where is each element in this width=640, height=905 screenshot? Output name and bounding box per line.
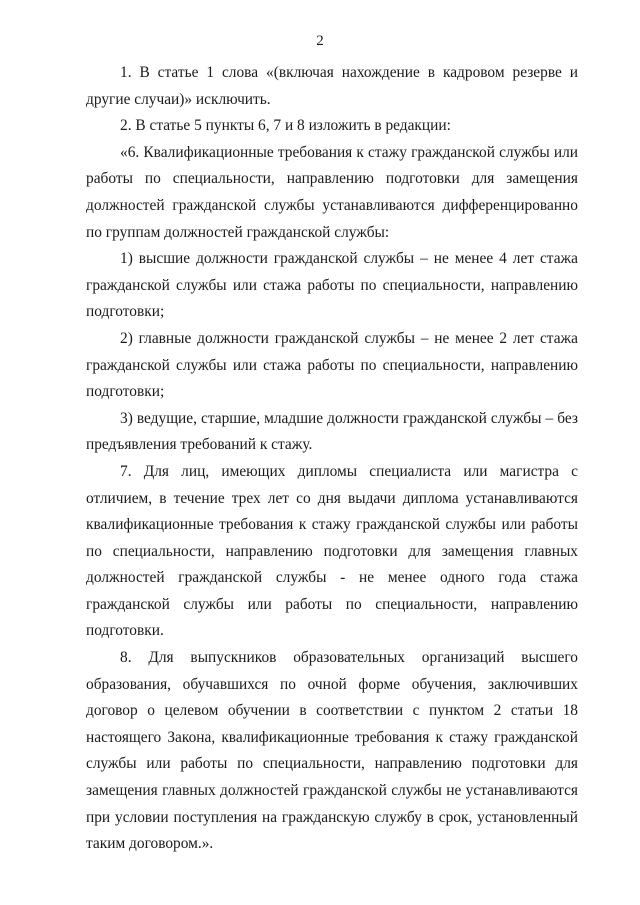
paragraph-point-6: «6. Квалификационные требования к стажу гражданской службы или работы по специальности, направлению подготовки для замещения должностей гражданской службы устанавливаются дифференцированно по группам должностей гражданской службы:: [86, 143, 578, 241]
paragraph-subpoint-2: 2) главные должности гражданской службы – не менее 2 лет стажа гражданской службы или стажа работы по специальности, направлению подготовки;: [86, 329, 578, 401]
paragraph-article-5-amendment: 2. В статье 5 пункты 6, 7 и 8 изложить в редакции:: [120, 117, 451, 135]
paragraph-subpoint-3: 3) ведущие, старшие, младшие должности гражданской службы – без предъявления требований к стажу.: [86, 409, 578, 454]
page-number: 2: [316, 33, 324, 49]
document-body: [86, 60, 578, 858]
paragraph-point-8: 8. Для выпускников образовательных организаций высшего образования, обучавшихся по очной форме обучения, заключивших договор о целевом обучении в соответствии с пунктом 2 статьи 18 настоящего Закона, квалификационные требования к стажу гражданской службы или работы по специальности, направлению подготовки для замещения главных должностей гражданской службы не устанавливаются при условии поступления на гражданскую службу в срок, установленный таким договором.».: [86, 649, 578, 853]
paragraph-subpoint-1: 1) высшие должности гражданской службы – не менее 4 лет стажа гражданской службы или стажа работы по специальности, направлению подготовки;: [86, 250, 578, 321]
paragraph-article-1-amendment: 1. В статье 1 слова «(включая нахождение в кадровом резерве и другие случаи)» исключить.: [86, 64, 578, 108]
paragraph-point-7: 7. Для лиц, имеющих дипломы специалиста или магистра с отличием, в течение трех лет со дня выдачи диплома устанавливаются квалификационные требования к стажу гражданской службы или работы по специальности, направлению подготовки для замещения главных должностей гражданской службы - не менее одного года стажа гражданской службы или работы по специальности, направлению подготовки.: [86, 462, 578, 640]
